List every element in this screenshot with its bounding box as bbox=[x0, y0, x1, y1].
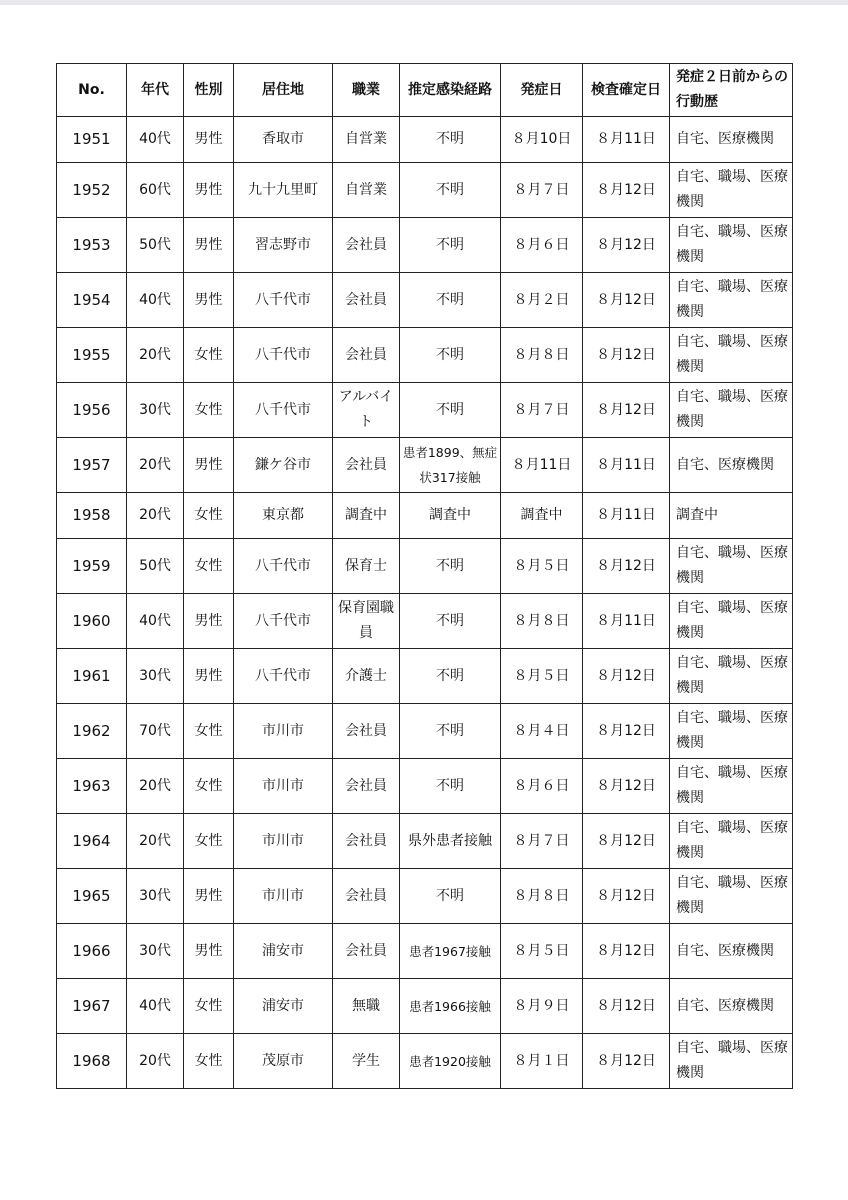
table-row bbox=[57, 594, 793, 649]
cell-residence: 市川市 bbox=[234, 704, 333, 759]
cell-confirmed-date: ８月12日 bbox=[583, 814, 670, 869]
cell-age: 40代 bbox=[127, 273, 184, 328]
cell-sex: 女性 bbox=[184, 814, 234, 869]
cell-activity-history: 自宅、職場、医療機関 bbox=[670, 759, 793, 814]
cell-age: 30代 bbox=[127, 649, 184, 704]
cell-residence: 浦安市 bbox=[234, 979, 333, 1034]
cell-onset-date: ８月８日 bbox=[501, 594, 583, 649]
cell-confirmed-date: ８月12日 bbox=[583, 218, 670, 273]
cell-occupation: 会社員 bbox=[333, 869, 400, 924]
cell-no: 1965 bbox=[57, 869, 127, 924]
cell-sex: 男性 bbox=[184, 117, 234, 163]
table-row bbox=[57, 493, 793, 539]
cell-activity-history: 自宅、職場、医療機関 bbox=[670, 273, 793, 328]
cell-onset-date: ８月８日 bbox=[501, 328, 583, 383]
cell-residence: 香取市 bbox=[234, 117, 333, 163]
table-row bbox=[57, 924, 793, 979]
cell-occupation: 会社員 bbox=[333, 814, 400, 869]
header-onset-date: 発症日 bbox=[501, 64, 583, 117]
cell-onset-date: ８月８日 bbox=[501, 869, 583, 924]
cell-age: 20代 bbox=[127, 759, 184, 814]
header-age: 年代 bbox=[127, 64, 184, 117]
cell-activity-history: 自宅、職場、医療機関 bbox=[670, 218, 793, 273]
header-activity-history: 発症２日前からの行動歴 bbox=[670, 64, 793, 117]
cell-infection-route: 不明 bbox=[400, 869, 501, 924]
cell-age: 30代 bbox=[127, 924, 184, 979]
cell-onset-date: 調査中 bbox=[501, 493, 583, 539]
cell-activity-history: 自宅、職場、医療機関 bbox=[670, 383, 793, 438]
cell-infection-route: 不明 bbox=[400, 163, 501, 218]
cell-age: 50代 bbox=[127, 218, 184, 273]
cell-onset-date: ８月７日 bbox=[501, 814, 583, 869]
cell-confirmed-date: ８月11日 bbox=[583, 117, 670, 163]
cell-activity-history: 自宅、職場、医療機関 bbox=[670, 163, 793, 218]
cell-age: 70代 bbox=[127, 704, 184, 759]
cell-confirmed-date: ８月12日 bbox=[583, 759, 670, 814]
cell-activity-history: 自宅、医療機関 bbox=[670, 924, 793, 979]
cell-sex: 男性 bbox=[184, 924, 234, 979]
cell-age: 20代 bbox=[127, 1034, 184, 1089]
cell-onset-date: ８月６日 bbox=[501, 759, 583, 814]
cell-confirmed-date: ８月12日 bbox=[583, 539, 670, 594]
table-row bbox=[57, 869, 793, 924]
cell-confirmed-date: ８月11日 bbox=[583, 438, 670, 493]
cell-residence: 八千代市 bbox=[234, 383, 333, 438]
cell-occupation: 無職 bbox=[333, 979, 400, 1034]
cell-activity-history: 自宅、職場、医療機関 bbox=[670, 814, 793, 869]
cell-infection-route: 患者1920接触 bbox=[400, 1034, 501, 1089]
table-row bbox=[57, 649, 793, 704]
cell-confirmed-date: ８月12日 bbox=[583, 1034, 670, 1089]
cell-infection-route: 不明 bbox=[400, 218, 501, 273]
cell-residence: 八千代市 bbox=[234, 649, 333, 704]
cell-age: 30代 bbox=[127, 383, 184, 438]
cell-sex: 女性 bbox=[184, 383, 234, 438]
cell-residence: 八千代市 bbox=[234, 594, 333, 649]
cell-occupation: 会社員 bbox=[333, 438, 400, 493]
cell-infection-route: 患者1966接触 bbox=[400, 979, 501, 1034]
cell-no: 1954 bbox=[57, 273, 127, 328]
cell-infection-route: 不明 bbox=[400, 328, 501, 383]
cell-infection-route: 患者1899、無症状317接触 bbox=[400, 438, 501, 493]
document-page bbox=[56, 63, 792, 1089]
cell-sex: 女性 bbox=[184, 539, 234, 594]
cell-occupation: アルバイト bbox=[333, 383, 400, 438]
cell-no: 1952 bbox=[57, 163, 127, 218]
table-row bbox=[57, 814, 793, 869]
cell-confirmed-date: ８月12日 bbox=[583, 163, 670, 218]
cell-activity-history: 自宅、医療機関 bbox=[670, 438, 793, 493]
cell-age: 20代 bbox=[127, 328, 184, 383]
cell-occupation: 介護士 bbox=[333, 649, 400, 704]
cell-confirmed-date: ８月12日 bbox=[583, 924, 670, 979]
cell-infection-route: 県外患者接触 bbox=[400, 814, 501, 869]
cell-sex: 男性 bbox=[184, 163, 234, 218]
cell-age: 60代 bbox=[127, 163, 184, 218]
cell-no: 1962 bbox=[57, 704, 127, 759]
cell-infection-route: 不明 bbox=[400, 383, 501, 438]
table-row bbox=[57, 979, 793, 1034]
header-confirmed-date: 検査確定日 bbox=[583, 64, 670, 117]
cell-confirmed-date: ８月12日 bbox=[583, 979, 670, 1034]
cell-occupation: 会社員 bbox=[333, 328, 400, 383]
cell-infection-route: 調査中 bbox=[400, 493, 501, 539]
cell-confirmed-date: ８月12日 bbox=[583, 704, 670, 759]
cell-sex: 男性 bbox=[184, 218, 234, 273]
cell-activity-history: 自宅、職場、医療機関 bbox=[670, 539, 793, 594]
cell-no: 1960 bbox=[57, 594, 127, 649]
cell-infection-route: 患者1967接触 bbox=[400, 924, 501, 979]
cell-sex: 女性 bbox=[184, 759, 234, 814]
cell-infection-route: 不明 bbox=[400, 594, 501, 649]
table-row bbox=[57, 218, 793, 273]
cell-sex: 男性 bbox=[184, 594, 234, 649]
cell-age: 40代 bbox=[127, 979, 184, 1034]
cell-occupation: 学生 bbox=[333, 1034, 400, 1089]
cell-residence: 八千代市 bbox=[234, 328, 333, 383]
cell-infection-route: 不明 bbox=[400, 539, 501, 594]
cell-sex: 女性 bbox=[184, 704, 234, 759]
cell-activity-history: 自宅、医療機関 bbox=[670, 979, 793, 1034]
cell-age: 20代 bbox=[127, 493, 184, 539]
cell-residence: 鎌ケ谷市 bbox=[234, 438, 333, 493]
table-row bbox=[57, 328, 793, 383]
cell-activity-history: 自宅、職場、医療機関 bbox=[670, 649, 793, 704]
cell-activity-history: 自宅、職場、医療機関 bbox=[670, 1034, 793, 1089]
cell-occupation: 保育園職員 bbox=[333, 594, 400, 649]
cell-no: 1951 bbox=[57, 117, 127, 163]
cell-confirmed-date: ８月12日 bbox=[583, 328, 670, 383]
cell-activity-history: 自宅、職場、医療機関 bbox=[670, 328, 793, 383]
cell-activity-history: 自宅、職場、医療機関 bbox=[670, 704, 793, 759]
cell-confirmed-date: ８月11日 bbox=[583, 594, 670, 649]
table-row bbox=[57, 117, 793, 163]
cell-activity-history: 自宅、職場、医療機関 bbox=[670, 869, 793, 924]
cell-confirmed-date: ８月12日 bbox=[583, 649, 670, 704]
cell-onset-date: ８月５日 bbox=[501, 924, 583, 979]
cell-onset-date: ８月２日 bbox=[501, 273, 583, 328]
table-row bbox=[57, 1034, 793, 1089]
cell-age: 40代 bbox=[127, 594, 184, 649]
cell-occupation: 保育士 bbox=[333, 539, 400, 594]
top-edge bbox=[0, 0, 848, 5]
cell-no: 1955 bbox=[57, 328, 127, 383]
cell-no: 1956 bbox=[57, 383, 127, 438]
cell-no: 1968 bbox=[57, 1034, 127, 1089]
cell-sex: 女性 bbox=[184, 979, 234, 1034]
cell-onset-date: ８月１日 bbox=[501, 1034, 583, 1089]
cell-confirmed-date: ８月12日 bbox=[583, 383, 670, 438]
header-row bbox=[57, 64, 793, 117]
table-row bbox=[57, 438, 793, 493]
cell-infection-route: 不明 bbox=[400, 117, 501, 163]
cell-infection-route: 不明 bbox=[400, 704, 501, 759]
cell-residence: 茂原市 bbox=[234, 1034, 333, 1089]
cell-occupation: 会社員 bbox=[333, 924, 400, 979]
case-table bbox=[56, 63, 793, 1089]
cell-confirmed-date: ８月12日 bbox=[583, 273, 670, 328]
cell-no: 1964 bbox=[57, 814, 127, 869]
cell-occupation: 調査中 bbox=[333, 493, 400, 539]
cell-sex: 女性 bbox=[184, 493, 234, 539]
cell-residence: 東京都 bbox=[234, 493, 333, 539]
header-no: No. bbox=[57, 64, 127, 117]
cell-onset-date: ８月５日 bbox=[501, 539, 583, 594]
cell-no: 1953 bbox=[57, 218, 127, 273]
header-occupation: 職業 bbox=[333, 64, 400, 117]
cell-residence: 習志野市 bbox=[234, 218, 333, 273]
cell-onset-date: ８月９日 bbox=[501, 979, 583, 1034]
cell-no: 1966 bbox=[57, 924, 127, 979]
cell-age: 40代 bbox=[127, 117, 184, 163]
cell-occupation: 会社員 bbox=[333, 704, 400, 759]
table-row bbox=[57, 273, 793, 328]
cell-no: 1957 bbox=[57, 438, 127, 493]
cell-infection-route: 不明 bbox=[400, 273, 501, 328]
header-sex: 性別 bbox=[184, 64, 234, 117]
cell-sex: 女性 bbox=[184, 328, 234, 383]
cell-onset-date: ８月11日 bbox=[501, 438, 583, 493]
cell-age: 20代 bbox=[127, 438, 184, 493]
table-row bbox=[57, 539, 793, 594]
cell-residence: 九十九里町 bbox=[234, 163, 333, 218]
cell-infection-route: 不明 bbox=[400, 759, 501, 814]
cell-sex: 女性 bbox=[184, 1034, 234, 1089]
cell-no: 1959 bbox=[57, 539, 127, 594]
cell-activity-history: 自宅、職場、医療機関 bbox=[670, 594, 793, 649]
cell-infection-route: 不明 bbox=[400, 649, 501, 704]
header-residence: 居住地 bbox=[234, 64, 333, 117]
cell-no: 1961 bbox=[57, 649, 127, 704]
cell-residence: 市川市 bbox=[234, 814, 333, 869]
table-row bbox=[57, 759, 793, 814]
cell-residence: 八千代市 bbox=[234, 273, 333, 328]
cell-sex: 男性 bbox=[184, 438, 234, 493]
cell-no: 1958 bbox=[57, 493, 127, 539]
table-row bbox=[57, 383, 793, 438]
cell-residence: 浦安市 bbox=[234, 924, 333, 979]
cell-activity-history: 自宅、医療機関 bbox=[670, 117, 793, 163]
cell-occupation: 自営業 bbox=[333, 117, 400, 163]
cell-confirmed-date: ８月11日 bbox=[583, 493, 670, 539]
cell-residence: 市川市 bbox=[234, 759, 333, 814]
cell-occupation: 会社員 bbox=[333, 273, 400, 328]
cell-onset-date: ８月６日 bbox=[501, 218, 583, 273]
cell-age: 20代 bbox=[127, 814, 184, 869]
cell-occupation: 会社員 bbox=[333, 759, 400, 814]
cell-activity-history: 調査中 bbox=[670, 493, 793, 539]
cell-sex: 男性 bbox=[184, 273, 234, 328]
table-row bbox=[57, 163, 793, 218]
cell-onset-date: ８月７日 bbox=[501, 163, 583, 218]
cell-no: 1967 bbox=[57, 979, 127, 1034]
cell-confirmed-date: ８月12日 bbox=[583, 869, 670, 924]
header-infection-route: 推定感染経路 bbox=[400, 64, 501, 117]
cell-onset-date: ８月４日 bbox=[501, 704, 583, 759]
cell-onset-date: ８月５日 bbox=[501, 649, 583, 704]
cell-age: 50代 bbox=[127, 539, 184, 594]
cell-onset-date: ８月７日 bbox=[501, 383, 583, 438]
cell-residence: 市川市 bbox=[234, 869, 333, 924]
table-row bbox=[57, 704, 793, 759]
cell-age: 30代 bbox=[127, 869, 184, 924]
cell-residence: 八千代市 bbox=[234, 539, 333, 594]
cell-sex: 男性 bbox=[184, 869, 234, 924]
cell-no: 1963 bbox=[57, 759, 127, 814]
cell-sex: 男性 bbox=[184, 649, 234, 704]
cell-onset-date: ８月10日 bbox=[501, 117, 583, 163]
cell-occupation: 自営業 bbox=[333, 163, 400, 218]
cell-occupation: 会社員 bbox=[333, 218, 400, 273]
